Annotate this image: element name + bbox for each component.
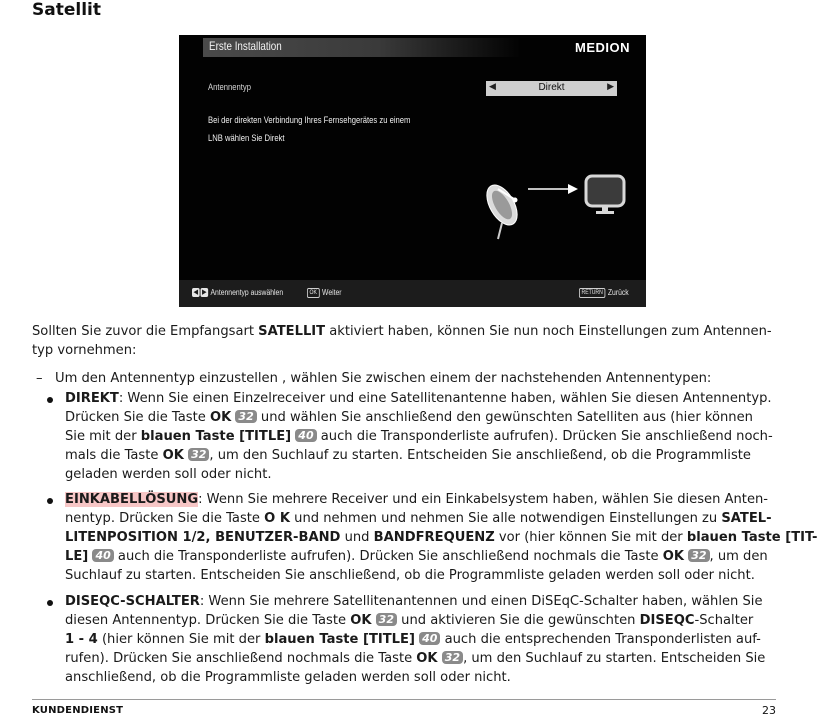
page-number: 23 xyxy=(762,704,776,717)
intro-paragraph: Sollten Sie zuvor die Empfangsart SATELLIT aktiviert haben, können Sie nun noch Einstellungen zum Antennen- typ vornehmen: xyxy=(32,324,772,358)
antenna-type-selector[interactable] xyxy=(486,81,617,96)
highlighted-term: EINKABELLÖSUNG xyxy=(65,492,199,507)
nav-hint: ◀ ▶ Antennentyp auswählen xyxy=(193,288,284,297)
key-chip: 40 xyxy=(92,549,113,562)
list-item-diseqc: DISEQC-SCHALTER: Wenn Sie mehrere Satellitenantennen und einen DiSEqC-Schalter haben, wählen Sie diesen Antennentyp. Drücken Sie die Taste OK 32 und aktivieren Sie die gewünschten DISEQC-Schalter 1 - 4 (hier können Sie mit der blauen Taste [TITLE] 40 auch die entsprechenden Transponderlisten auf- rufen). Drücken Sie anschließend nochmals die Taste OK 32 , um den Suchlauf zu starten. Entscheiden Sie anschließend, ob die Programmliste geladen werden soll oder nicht. xyxy=(65,594,766,685)
satellite-dish-icon xyxy=(481,180,524,239)
return-key: RETURN xyxy=(579,288,605,298)
return-hint: RETURN Zurück xyxy=(579,288,629,298)
left-key-icon: ◀ xyxy=(193,289,199,297)
key-chip: 32 xyxy=(188,448,209,461)
screen-description-line: LNB wählen Sie Direkt xyxy=(208,133,285,143)
footer-section-label: KUNDENDIENST xyxy=(32,705,124,716)
arrow-right-icon[interactable]: ▶ xyxy=(607,82,614,92)
bullet-icon xyxy=(47,595,55,603)
ok-key: OK xyxy=(307,288,319,298)
antenna-type-value: Direkt xyxy=(538,82,565,93)
antenna-type-label: Antennentyp xyxy=(208,82,251,92)
screen-footer xyxy=(179,280,646,307)
brand-logo: MEDION xyxy=(575,40,630,55)
tv-icon xyxy=(586,176,624,214)
dish-to-tv-illustration xyxy=(484,167,634,247)
arrow-right-icon xyxy=(528,184,578,194)
tv-screen xyxy=(179,35,646,307)
key-chip: 32 xyxy=(688,549,709,562)
bullet-icon xyxy=(47,493,55,501)
screen-description-line: Bei der direkten Verbindung Ihres Fernsehgerätes zu einem xyxy=(208,115,411,125)
bullet-icon xyxy=(47,392,55,400)
key-chip: 40 xyxy=(295,429,316,442)
key-chip: 32 xyxy=(235,410,256,423)
section-title: Satellit xyxy=(32,0,101,20)
right-key-icon: ▶ xyxy=(202,289,207,297)
list-item-direkt: DIREKT: Wenn Sie einen Einzelreceiver und eine Satellitenantenne haben, wählen Sie diesen Antennentyp. Drücken Sie die Taste OK 32 und wählen Sie anschließend den gewünschten Satelliten aus (hier können Sie mit der blauen Taste [TITLE] 40 auch die Transponderliste aufrufen). Drücken Sie anschließend noch- mals die Taste OK 32 , um den Suchlauf zu starten. Entscheiden Sie anschließend, ob die Programmliste geladen werden soll oder nicht. xyxy=(65,391,773,482)
screen-header xyxy=(179,35,646,59)
key-chip: 32 xyxy=(442,651,463,664)
key-chip: 40 xyxy=(419,632,440,645)
screen-title: Erste Installation xyxy=(209,39,282,53)
footer-divider xyxy=(32,699,776,700)
arrow-left-icon[interactable]: ◀ xyxy=(489,82,496,92)
ok-hint: OK Weiter xyxy=(307,288,342,298)
list-item-einkabel: EINKABELLÖSUNG: Wenn Sie mehrere Receiver und ein Einkabelsystem haben, wählen Sie diesen Anten- nentyp. Drücken Sie die Taste O K und nehmen und nehmen Sie alle notwendigen Einstellungen zu SATEL- LITENPOSITION 1/2, BENUTZER-BAND und BANDFREQUENZ vor (hier können Sie mit der blauen Taste [TIT- LE] 40 auch die Transponderliste aufrufen). Drücken Sie anschließend nochmals die Taste OK 32 , um den Suchlauf zu starten. Entscheiden Sie anschließend, ob die Programmliste geladen werden soll oder nicht. xyxy=(65,492,817,583)
key-chip: 32 xyxy=(376,613,397,626)
